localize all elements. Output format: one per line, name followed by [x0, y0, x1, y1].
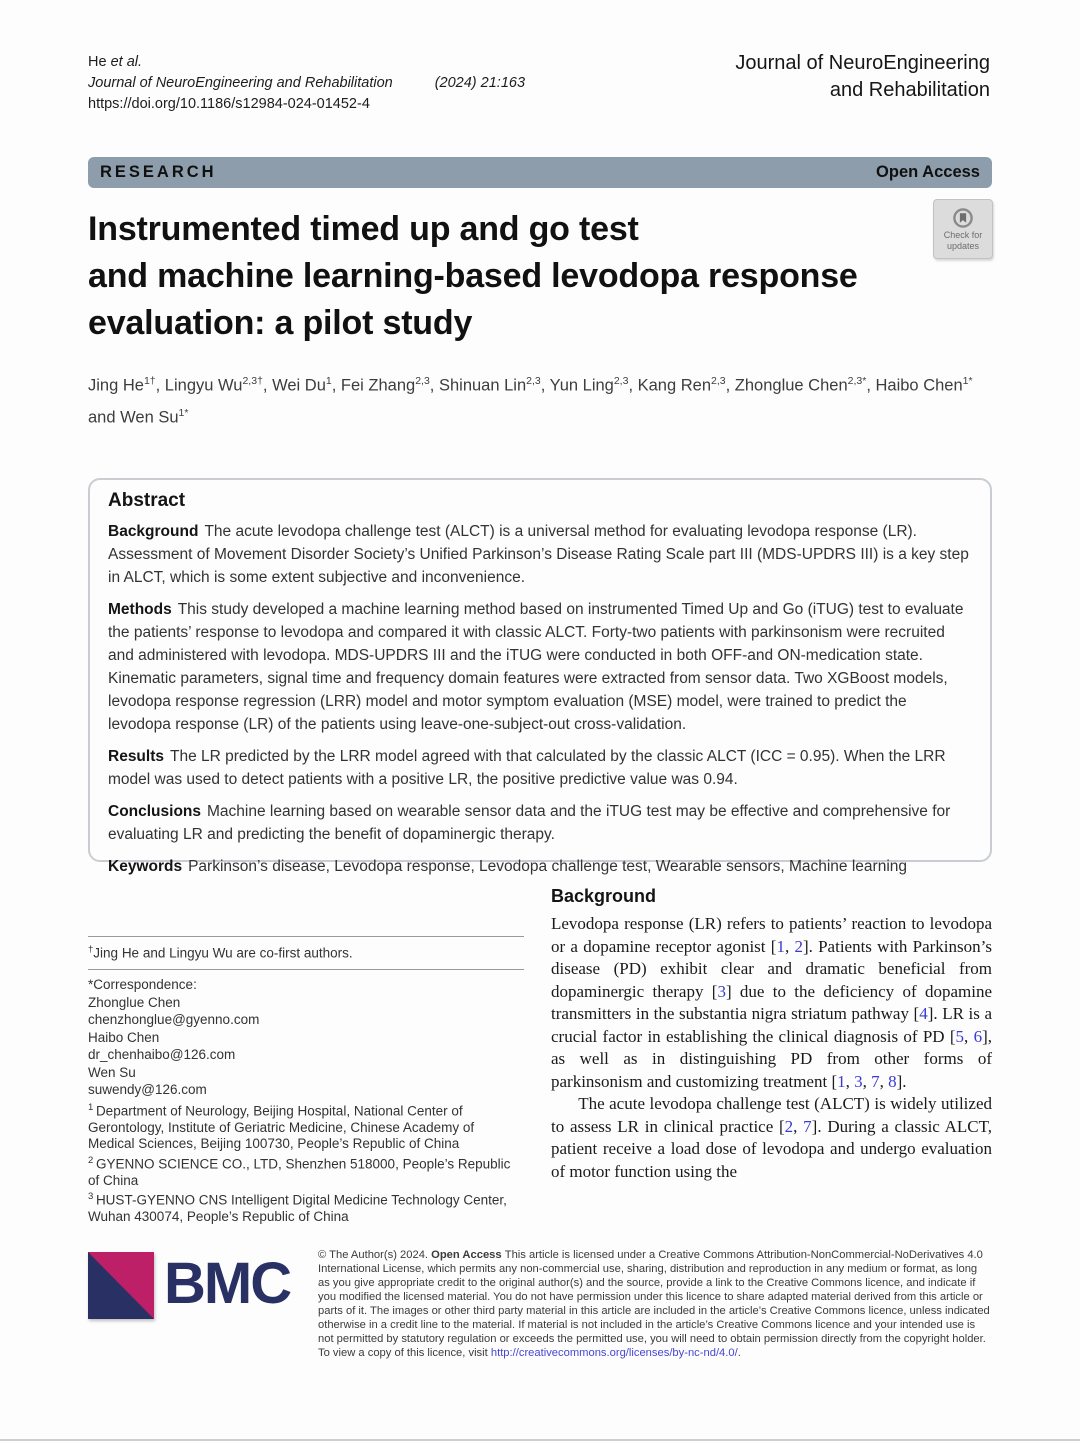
superscript: 1	[88, 1101, 96, 1113]
citation-author-name: He	[88, 54, 111, 70]
citation-issue: (2024) 21:163	[434, 75, 526, 91]
text-segment: Levodopa response (LR) refers to patients’ reaction to levodopa or a dopamine receptor agonist [	[551, 914, 992, 956]
article-type-banner	[88, 157, 992, 188]
text-segment: ]. Patients with Parkinson’s disease (PD) exhibit clear and dramatic beneficial from dopaminergic therapy [	[551, 936, 992, 1001]
article-title-line: and machine learning-based levodopa response	[88, 257, 858, 295]
correspondence-line: suwendy@126.com	[88, 1082, 207, 1097]
text-segment: The acute levodopa challenge test (ALCT) is widely utilized to assess LR in clinical practice [	[551, 1094, 992, 1136]
open-access-label: Open Access	[876, 163, 980, 181]
text-segment: ] due to the deficiency of dopamine transmitters in the substantia nigra striatum pathway [	[551, 981, 993, 1023]
abstract-background	[108, 520, 972, 589]
affiliation-2	[88, 1153, 524, 1190]
affiliation-1	[88, 1100, 524, 1153]
superscript: 2,3	[526, 375, 541, 387]
citation-block	[88, 52, 525, 115]
text-segment: HUST-GYENNO CNS Intelligent Digital Medicine Technology Center, Wuhan 430074, People’s Republic of China	[88, 1192, 507, 1224]
text-segment: , Yun Ling	[540, 376, 614, 395]
citation-link[interactable]: 2	[784, 1116, 794, 1136]
text-segment: Jing He and Lingyu Wu are co-first authors.	[93, 945, 353, 961]
superscript: 2,3	[613, 375, 629, 387]
correspondence-line: Haibo Chen	[88, 1029, 160, 1045]
bmc-logo-icon	[88, 1252, 154, 1319]
citation-link[interactable]: 7	[871, 1071, 880, 1091]
superscript: 2	[88, 1154, 96, 1166]
affiliation-3	[88, 1189, 524, 1226]
text-segment: ]. LR is a crucial factor in establishing the clinical diagnosis of PD [	[551, 1004, 993, 1046]
text-segment: GYENNO SCIENCE CO., LTD, Shenzhen 518000, People’s Republic of China	[88, 1156, 511, 1188]
text-segment: ,	[862, 1071, 872, 1091]
citation-link[interactable]: 8	[888, 1071, 897, 1091]
superscript: 1	[325, 375, 332, 387]
text-segment: ,	[879, 1071, 889, 1091]
abstract-section-label: Conclusions	[108, 803, 202, 820]
citation-link[interactable]: 7	[803, 1116, 812, 1136]
citation-link[interactable]: 1	[837, 1071, 846, 1091]
superscript: 2,3†	[242, 375, 263, 387]
background-paragraph-2	[551, 1093, 992, 1183]
text-segment: , Zhonglue Chen	[725, 376, 848, 395]
article-title-line: Instrumented timed up and go test	[88, 210, 639, 248]
citation-journal-line	[88, 73, 525, 94]
journal-masthead-line2: and Rehabilitation	[829, 79, 990, 101]
text-segment: ,	[845, 1071, 855, 1091]
correspondence-line: Wen Su	[88, 1064, 136, 1080]
abstract-methods	[108, 598, 972, 736]
text-segment: , Kang Ren	[628, 376, 712, 395]
page-footer	[88, 1248, 992, 1360]
citation-link[interactable]: 3	[854, 1071, 863, 1091]
article-title-line: evaluation: a pilot study	[88, 304, 473, 342]
abstract-section-text: The LR predicted by the LRR model agreed with that calculated by the classic ALCT (ICC = 0.95). When the LRR model was used to detect patients with a positive LR, the positive predictive value was 0.94.	[108, 748, 946, 788]
correspondence-line: Zhonglue Chen	[88, 994, 181, 1010]
citation-link[interactable]: 2	[794, 936, 803, 956]
footnote-column	[88, 886, 524, 1226]
text-segment: , Fei Zhang	[331, 376, 416, 395]
superscript: 2,3	[415, 375, 430, 387]
correspondence-block	[88, 977, 524, 1099]
citation-link[interactable]: 5	[955, 1026, 965, 1046]
abstract-section-label: Results	[108, 748, 164, 765]
citation-link[interactable]: 3	[717, 981, 726, 1001]
abstract-keywords	[108, 855, 972, 878]
body-columns	[88, 886, 992, 1226]
bmc-logo-text: BMC	[164, 1251, 291, 1316]
text-segment: ], as well as in distinguishing PD from other forms of parkinsonism and customizing treatment [	[551, 1026, 992, 1091]
abstract-section-text: Parkinson’s disease, Levodopa response, Levodopa challenge test, Wearable sensors, Machine learning	[188, 858, 908, 875]
cofirst-authors-note	[88, 937, 524, 969]
correspondence-line: chenzhonglue@gyenno.com	[88, 1012, 260, 1027]
text-segment: , Shinuan Lin	[429, 376, 527, 395]
citation-link[interactable]: 4	[919, 1004, 928, 1023]
journal-masthead-line1: Journal of NeuroEngineering	[735, 52, 990, 74]
text-segment: Jing He	[88, 376, 144, 395]
doi-text: https://doi.org/10.1186/s12984-024-01452-4	[88, 96, 370, 112]
bold-text: Open Access	[431, 1249, 505, 1261]
abstract-heading: Abstract	[108, 490, 186, 511]
superscript: 1*	[178, 406, 189, 419]
badge-line1: Check for	[943, 230, 983, 240]
text-segment: , Wei Du	[262, 376, 326, 395]
text-segment: , Haibo Chen	[866, 376, 963, 395]
abstract-section-text: Machine learning based on wearable sensor data and the iTUG test may be effective and comprehensive for evaluating LR and predicting the benefit of dopaminergic therapy.	[108, 803, 951, 843]
superscript: 2,3*	[847, 375, 867, 387]
superscript: 1†	[143, 375, 156, 387]
badge-line2: updates	[946, 240, 979, 251]
text-segment: ,	[964, 1026, 974, 1046]
article-type-label: RESEARCH	[100, 163, 217, 181]
abstract-section-label: Methods	[108, 601, 172, 618]
citation-journal-name: Journal of NeuroEngineering and Rehabilitation	[88, 75, 393, 91]
abstract-section-label: Keywords	[108, 858, 183, 875]
external-link[interactable]: http://creativecommons.org/licenses/by-nc-nd/4.0/	[490, 1347, 738, 1359]
correspondence-line: *Correspondence:	[88, 977, 197, 992]
text-segment: ].	[896, 1071, 907, 1091]
text-segment: This article is licensed under a Creative Commons Attribution-NonCommercial-NoDerivatives 4.0 International License, which permits any non-commercial use, sharing, distribution and reproduction in any medium or format, as long as you give appropriate credit to the original author(s) and the source, provide a link to the Creative Commons licence, and indicate if you modified the licensed material. You do not have permission under this licence to share adapted material derived from this article or parts of it. The images or other third party material in this article are included in the article’s Creative Commons licence, unless indicated otherwise in a credit line to the material. If material is not included in the article’s Creative Commons licence and your intended use is not permitted by statutory regulation or exceeds the permitted use, you will need to obtain permission directly from the copyright holder. To view a copy of this licence, visit	[318, 1249, 990, 1359]
abstract-section-text: This study developed a machine learning method based on instrumented Timed Up and Go (iTUG) test to evaluate the patients’ response to levodopa and compared it with classic ALCT. Forty-two patients with parkinsonism were recruited and administered with levodopa. MDS-UPDRS III and the iTUG were conducted in both OFF-and ON-medication state. Kinematic parameters, signal time and frequency domain features were extracted from sensor data. Two XGBoost models, levodopa response regression (LRR) model and motor symptom evaluation (MSE) model, were trained to predict the levodopa response (LR) of the patients using leave-one-subject-out cross-validation.	[108, 601, 964, 733]
superscript: 3	[88, 1191, 96, 1202]
footnote-block	[88, 936, 524, 1226]
abstract-box	[88, 478, 992, 875]
article-title	[88, 206, 993, 347]
bmc-logo	[88, 1248, 318, 1360]
footnote-rule-bottom	[88, 969, 524, 970]
text-segment: ,	[784, 936, 795, 956]
citation-authors	[88, 52, 525, 73]
abstract-section-label: Background	[108, 523, 199, 540]
superscript: 1*	[962, 375, 973, 387]
citation-link[interactable]: 6	[973, 1026, 983, 1046]
copyright-notice	[318, 1248, 992, 1360]
text-segment: .	[737, 1347, 741, 1359]
text-segment: Department of Neurology, Beijing Hospital, National Center of Gerontology, Institute of Geriatric Medicine, Chinese Academy of Medical Sciences, Beijing 100730, People’s Republic of China	[88, 1103, 475, 1151]
abstract-conclusions	[108, 800, 972, 846]
citation-etal: et al.	[110, 54, 143, 70]
background-section	[551, 886, 992, 1226]
background-paragraph-1	[551, 913, 992, 1093]
journal-masthead	[735, 50, 990, 104]
author-list	[88, 368, 973, 431]
text-segment: ]. During a classic ALCT, patient receive a load dose of levodopa and undergo evaluation of motor function using the	[551, 1116, 993, 1181]
background-heading: Background	[551, 886, 657, 906]
superscript: 2,3	[711, 375, 726, 387]
text-segment: , Lingyu Wu	[155, 376, 243, 395]
abstract-results	[108, 745, 972, 791]
text-segment: and Wen Su	[88, 408, 179, 426]
citation-link[interactable]: 1	[776, 936, 785, 956]
abstract-section-text: The acute levodopa challenge test (ALCT) is a universal method for evaluating levodopa response (LR). Assessment of Movement Disorder Society’s Unified Parkinson’s Disease Rating Scale part III (MDS-UPDRS III) is a key step in ALCT, which is some extent subjective and inconvenience.	[108, 523, 969, 586]
text-segment: © The Author(s) 2024.	[318, 1249, 432, 1261]
correspondence-line: dr_chenhaibo@126.com	[88, 1047, 236, 1062]
superscript: †	[88, 944, 94, 955]
text-segment: ,	[793, 1116, 804, 1136]
